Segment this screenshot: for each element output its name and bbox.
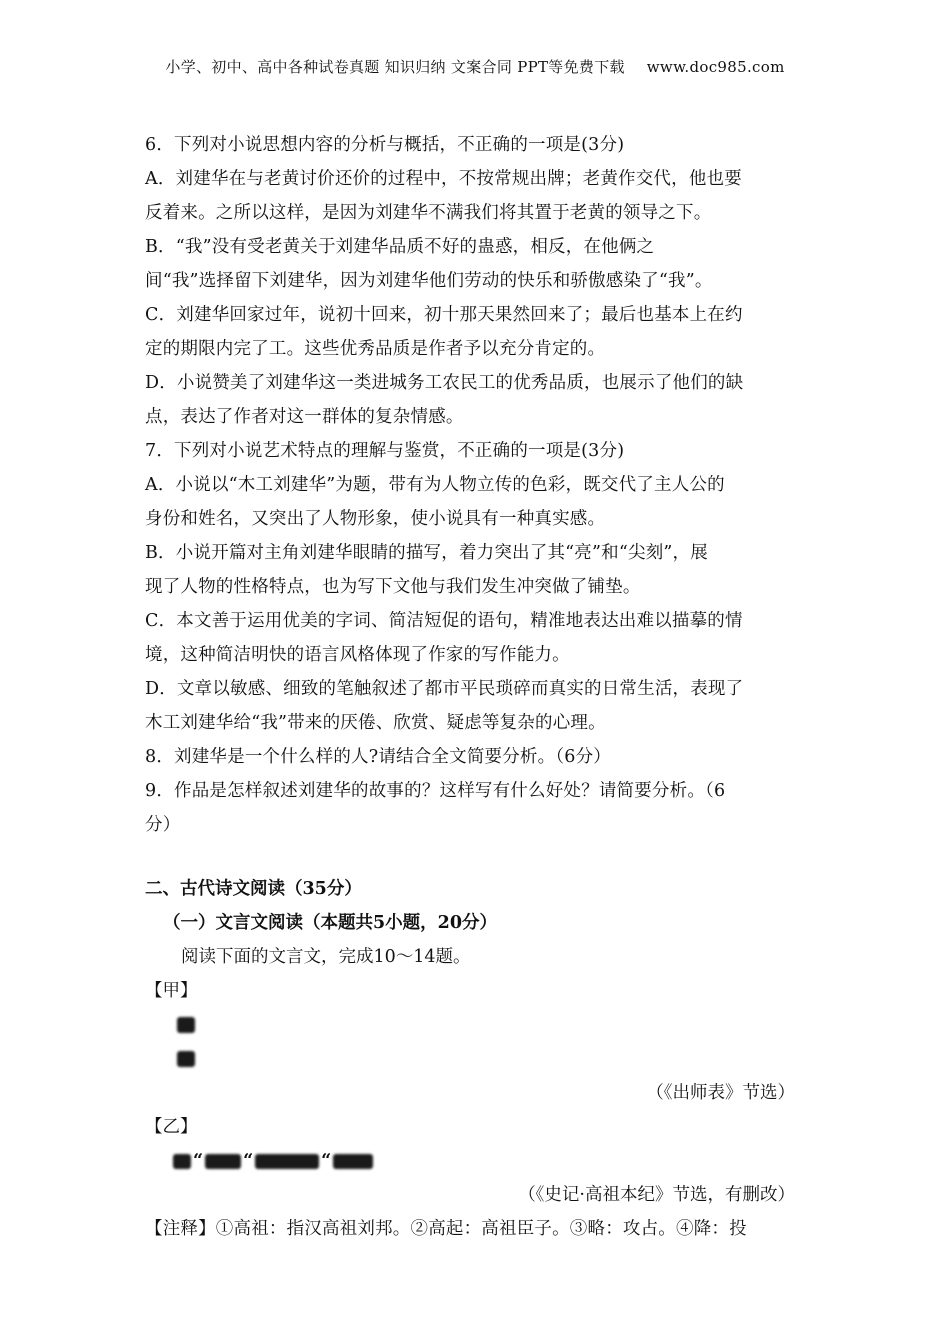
quote-mark: “ [321,1151,332,1171]
redacted-text [255,1154,319,1169]
question-9: 9．作品是怎样叙述刘建华的故事的？这样写有什么好处？请简要分析。（6 [145,781,726,801]
question-7-option-d: D．文章以敏感、细致的笔触叙述了都市平民琐碎而真实的日常生活，表现了 [145,679,744,699]
section-2-title: 二、古代诗文阅读（35分） [145,879,362,899]
header-site[interactable]: www.doc985.com [646,58,785,76]
subsection-title: （一）文言文阅读（本题共5小题，20分） [163,913,498,933]
redacted-text [177,1017,195,1033]
question-7-option-c: C．本文善于运用优美的字词、简洁短促的语句，精准地表达出难以描摹的情 [145,611,743,631]
question-6-option-a: A．刘建华在与老黄讨价还价的过程中，不按常规出牌；老黄作交代，他也要 [145,169,742,189]
question-7-option-b-cont: 现了人物的性格特点，也为写下文他与我们发生冲突做了铺垫。 [145,577,641,597]
passage-yi-label: 【乙】 [145,1117,198,1137]
question-6-option-c: C．刘建华回家过年，说初十回来，初十那天果然回来了；最后也基本上在约 [145,305,743,325]
question-7-stem: 7．下列对小说艺术特点的理解与鉴赏，不正确的一项是(3分) [145,441,625,461]
redacted-text [177,1051,195,1067]
page-header [0,56,950,77]
redacted-text [173,1154,191,1169]
redacted-text [205,1154,241,1169]
annotation-note: 【注释】①高祖：指汉高祖刘邦。②高起：高祖臣子。③略：攻占。④降：投 [145,1219,747,1239]
redacted-line [145,1042,795,1076]
quote-mark: “ [243,1151,254,1171]
source-yi: （《史记·高祖本纪》节选，有删改） [518,1185,795,1205]
question-6-option-a-cont: 反着来。之所以这样，是因为刘建华不满我们将其置于老黄的领导之下。 [145,203,712,223]
question-6-option-d-cont: 点，表达了作者对这一群体的复杂情感。 [145,407,464,427]
question-6-option-d: D．小说赞美了刘建华这一类进城务工农民工的优秀品质，也展示了他们的缺 [145,373,744,393]
header-text: 小学、初中、高中各种试卷真题 知识归纳 文案合同 PPT等免费下载 [165,58,625,76]
question-6-option-b: B．“我”没有受老黄关于刘建华品质不好的蛊惑，相反，在他俩之 [145,237,655,257]
question-6-option-c-cont: 定的期限内完了工。这些优秀品质是作者予以充分肯定的。 [145,339,606,359]
source-jia: （《出师表》节选） [646,1083,795,1103]
question-7-option-c-cont: 境，这种简洁明快的语言风格体现了作家的写作能力。 [145,645,570,665]
question-6-stem: 6．下列对小说思想内容的分析与概括，不正确的一项是(3分) [145,135,625,155]
question-8: 8．刘建华是一个什么样的人?请结合全文简要分析。（6分） [145,747,611,767]
question-7-option-a-cont: 身份和姓名，又突出了人物形象，使小说具有一种真实感。 [145,509,606,529]
passage-jia-label: 【甲】 [145,981,198,1001]
question-7-option-d-cont: 木工刘建华给“我”带来的厌倦、欣赏、疑虑等复杂的心理。 [145,713,606,733]
question-9-cont: 分） [145,815,181,835]
question-7-option-b: B．小说开篇对主角刘建华眼睛的描写，着力突出了其“亮”和“尖刻”，展 [145,543,708,563]
main-content [145,128,795,1246]
redacted-line [145,1144,795,1178]
question-6-option-b-cont: 间“我”选择留下刘建华，因为刘建华他们劳动的快乐和骄傲感染了“我”。 [145,271,713,291]
redacted-text [333,1154,373,1169]
quote-mark: “ [193,1151,204,1171]
question-7-option-a: A．小说以“木工刘建华”为题，带有为人物立传的色彩，既交代了主人公的 [145,475,725,495]
redacted-line [145,1008,795,1042]
reading-instruction: 阅读下面的文言文，完成10～14题。 [181,947,471,967]
